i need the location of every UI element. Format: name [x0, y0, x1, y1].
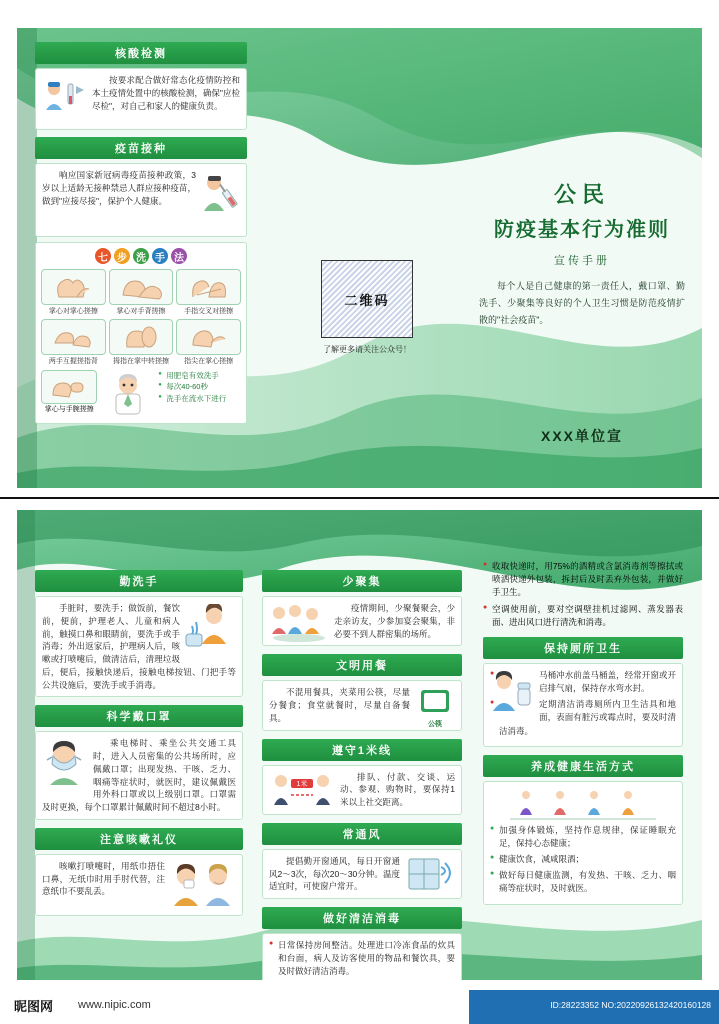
wash-step — [109, 269, 174, 316]
section-title-one-meter: 遵守1米线 — [262, 739, 462, 761]
ventilation-icon — [405, 855, 455, 895]
site-logo: 昵图网 — [14, 999, 54, 1014]
wrist-icon — [41, 370, 97, 404]
section-title-ventilation: 常通风 — [262, 823, 462, 845]
right-top-item: ● 空调使用前，要对空调壁挂机过滤网、蒸发器表面、进出风口进行清洗和消毒。 — [483, 603, 683, 629]
cover-body: 每个人是自己健康的第一责任人，戴口罩、勤洗手、少聚集等良好的个人卫生习惯是防范疫情扩散的"社会疫苗"。 — [479, 281, 685, 326]
card-vaccine — [35, 163, 247, 237]
section-title-toilet: 保持厕所卫生 — [483, 637, 683, 659]
wash-note: ● 洗手在流水下进行 — [158, 393, 241, 404]
page-divider — [0, 497, 719, 499]
card-vaccine-body: 响应国家新冠病毒疫苗接种政策，3岁以上适龄无接种禁忌人群应接种疫苗，做到"应接尽接"，保护个人健康。 — [42, 170, 196, 206]
cover-org-wrap — [479, 426, 685, 446]
section-title-cough: 注意咳嗽礼仪 — [35, 828, 243, 850]
wash-step-label: 两手互握搓指背 — [48, 358, 98, 365]
toilet-item: ● 定期清洁消毒厕所内卫生洁具和地面，表面有脏污或霉点时，要及时清洁消毒。 — [490, 698, 676, 738]
dining-badge: 公筷 — [428, 721, 442, 729]
top-margin — [0, 0, 719, 24]
section-title-nucleic-test: 核酸检测 — [35, 42, 247, 64]
nucleic-acid-test-icon — [42, 76, 88, 114]
cover-title-line1: 公民 — [553, 182, 610, 207]
thumb-rotate-icon — [109, 319, 174, 355]
card-dining — [262, 680, 462, 730]
card-wash-hands — [35, 596, 243, 697]
section-title-gathering: 少聚集 — [262, 570, 462, 592]
wash-step — [109, 319, 174, 366]
healthy-item: ● 做好每日健康监测，有发热、干咳、乏力、咽痛等症状时，及时就医。 — [490, 869, 676, 895]
wash-hands-title — [41, 248, 241, 264]
healthy-lifestyle-list — [490, 824, 676, 896]
fingertips-icon — [176, 319, 241, 355]
wash-note: ● 用肥皂有效洗手 — [158, 370, 241, 381]
palm-over-back-icon — [109, 269, 174, 305]
card-toilet — [483, 663, 683, 747]
qr-code-placeholder[interactable] — [321, 260, 413, 338]
card-gathering — [262, 596, 462, 646]
page-footer — [0, 990, 719, 1024]
section-title-wash-hands: 勤洗手 — [35, 570, 243, 592]
site-url: www.nipic.com — [78, 999, 151, 1011]
wash-step-label: 拇指在掌中转搓擦 — [112, 358, 169, 365]
wash-step-label: 指尖在掌心搓擦 — [184, 358, 234, 365]
card-disinfection — [262, 933, 462, 980]
card-ventilation-body: 提倡勤开窗通风，每日开窗通风2～3次，每次20～30分钟。温度适宜时，可使窗户常开。 — [269, 855, 400, 892]
cover-subtitle: 宣传手册 — [554, 255, 610, 267]
wash-step-label: 掌心与手腕搓擦 — [44, 406, 94, 413]
bottom-left-column — [35, 570, 243, 916]
wash-title-char-2: 洗 — [133, 248, 149, 264]
card-nucleic-test-body: 按要求配合做好常态化疫情防控和本土疫情处置中的核酸检测，确保"应检尽检"，对自己和家人的健康负责。 — [92, 75, 240, 111]
bottom-right-column — [483, 560, 683, 905]
top-right-column — [479, 178, 685, 329]
section-title-disinfection: 做好清洁消毒 — [262, 907, 462, 929]
healthy-item: ● 加强身体锻炼，坚持作息规律，保证睡眠充足，保持心态健康； — [490, 824, 676, 850]
section-title-dining: 文明用餐 — [262, 654, 462, 676]
back-of-fingers-icon — [41, 319, 106, 355]
disinfection-item: ● 日常保持房间整洁。处理进口冷冻食品的炊具和台面，病人及访客使用的物品和餐饮具，要及时做好清洁消毒。 — [269, 939, 455, 979]
card-nucleic-test — [35, 68, 247, 130]
cover-organization: XXX单位宣 — [540, 428, 623, 444]
toilet-item: ● 马桶冲水前盖马桶盖，经常开窗或开启排气扇，保持存水弯水封。 — [490, 669, 676, 695]
one-meter-line-icon — [269, 771, 335, 813]
card-mask — [35, 731, 243, 820]
wash-title-char-1: 步 — [114, 248, 130, 264]
serving-chopsticks-icon — [415, 686, 455, 731]
card-cough-body: 咳嗽打喷嚏时，用纸巾捂住口鼻，无纸巾时用手肘代替，注意纸巾不要乱丢。 — [42, 860, 165, 897]
wash-hands-box — [35, 242, 247, 424]
card-dining-body: 不混用餐具，夹菜用公筷，尽量分餐食；食堂就餐时，尽量自备餐具。 — [269, 687, 410, 723]
healthy-item: ● 健康饮食，减咸限酒； — [490, 853, 676, 866]
image-id-text: ID:28223352 NO:20220926132420160128 — [550, 1000, 711, 1010]
card-one-meter-body: 排队、付款、交谈、运动、参观、购物时，要保持1米以上社交距离。 — [340, 771, 455, 807]
qr-caption: 了解更多请关注公众号！ — [323, 345, 411, 354]
wash-hands-footer — [41, 370, 241, 418]
cover-title-line2: 防疫基本行为准则 — [494, 219, 670, 241]
vaccine-icon — [200, 171, 240, 217]
brochure-bottom-panel — [17, 510, 702, 980]
wash-step-label: 手指交叉对搓擦 — [184, 308, 234, 315]
healthy-lifestyle-icon — [490, 787, 676, 821]
right-top-item: ● 收取快递时，用75%的酒精或含氯消毒剂等擦拭或喷洒快递外包装，拆封后及时丢弃外包装，并做好手卫生。 — [483, 560, 683, 600]
wash-title-char-4: 法 — [171, 248, 187, 264]
top-middle-column — [297, 260, 437, 355]
palm-to-palm-icon — [41, 269, 106, 305]
wash-hands-steps — [41, 269, 241, 366]
svg-text:1米: 1米 — [296, 780, 308, 788]
wash-step — [176, 269, 241, 316]
card-one-meter — [262, 765, 462, 815]
wash-step — [41, 269, 106, 316]
card-mask-body: 乘电梯时、乘坐公共交通工具时，进入人员密集的公共场所时，应佩戴口罩；出现发热、干咳、乏力、咽痛等症状时，就医时，建议佩戴医用外科口罩或以上级别口罩。口罩需及时更换，每个口罩累计佩戴时间不超过8小时。 — [42, 738, 236, 812]
cough-etiquette-icon — [170, 862, 236, 910]
wash-hands-notes — [158, 370, 241, 404]
wash-step — [41, 319, 106, 366]
qr-code-label: 二维码 — [344, 292, 390, 308]
card-ventilation — [262, 849, 462, 899]
wash-title-char-0: 七 — [95, 248, 111, 264]
disinfection-list — [269, 939, 455, 979]
wash-step — [41, 370, 97, 414]
card-cough — [35, 854, 243, 916]
fingers-interlaced-icon — [176, 269, 241, 305]
gathering-icon — [269, 602, 329, 642]
wash-step-label: 掌心对掌心搓擦 — [48, 308, 98, 315]
wash-step-label: 掌心对手背搓擦 — [116, 308, 166, 315]
section-title-mask: 科学戴口罩 — [35, 705, 243, 727]
doctor-mascot-icon — [103, 370, 152, 418]
section-title-healthy-lifestyle: 养成健康生活方式 — [483, 755, 683, 777]
bottom-middle-column — [262, 570, 462, 980]
section-title-vaccine: 疫苗接种 — [35, 137, 247, 159]
toilet-list — [490, 669, 676, 738]
card-gathering-body: 疫情期间，少聚餐聚会，少走亲访友，少参加宴会聚集，非必要不到人群密集的场所。 — [334, 603, 455, 639]
card-healthy-lifestyle — [483, 781, 683, 905]
wash-note: ● 每次40-60秒 — [158, 381, 241, 392]
top-left-column — [35, 42, 247, 424]
brochure-top-panel — [17, 28, 702, 488]
wash-title-char-3: 手 — [152, 248, 168, 264]
right-top-list — [483, 560, 683, 629]
mask-icon — [42, 739, 88, 789]
hand-washing-icon — [184, 604, 236, 658]
card-wash-hands-body: 手脏时，要洗手；做饭前，餐饮前，便前，护理老人、儿童和病人前，触摸口鼻和眼睛前，要洗手或手消毒；外出返家后，护理病人后，咳嗽或打喷嚏后，做清洁后，清理垃圾后，便后，接触快递后，接触电梯按钮、门把手等公共设施后，要洗手或手消毒。 — [42, 603, 236, 690]
wash-step — [176, 319, 241, 366]
